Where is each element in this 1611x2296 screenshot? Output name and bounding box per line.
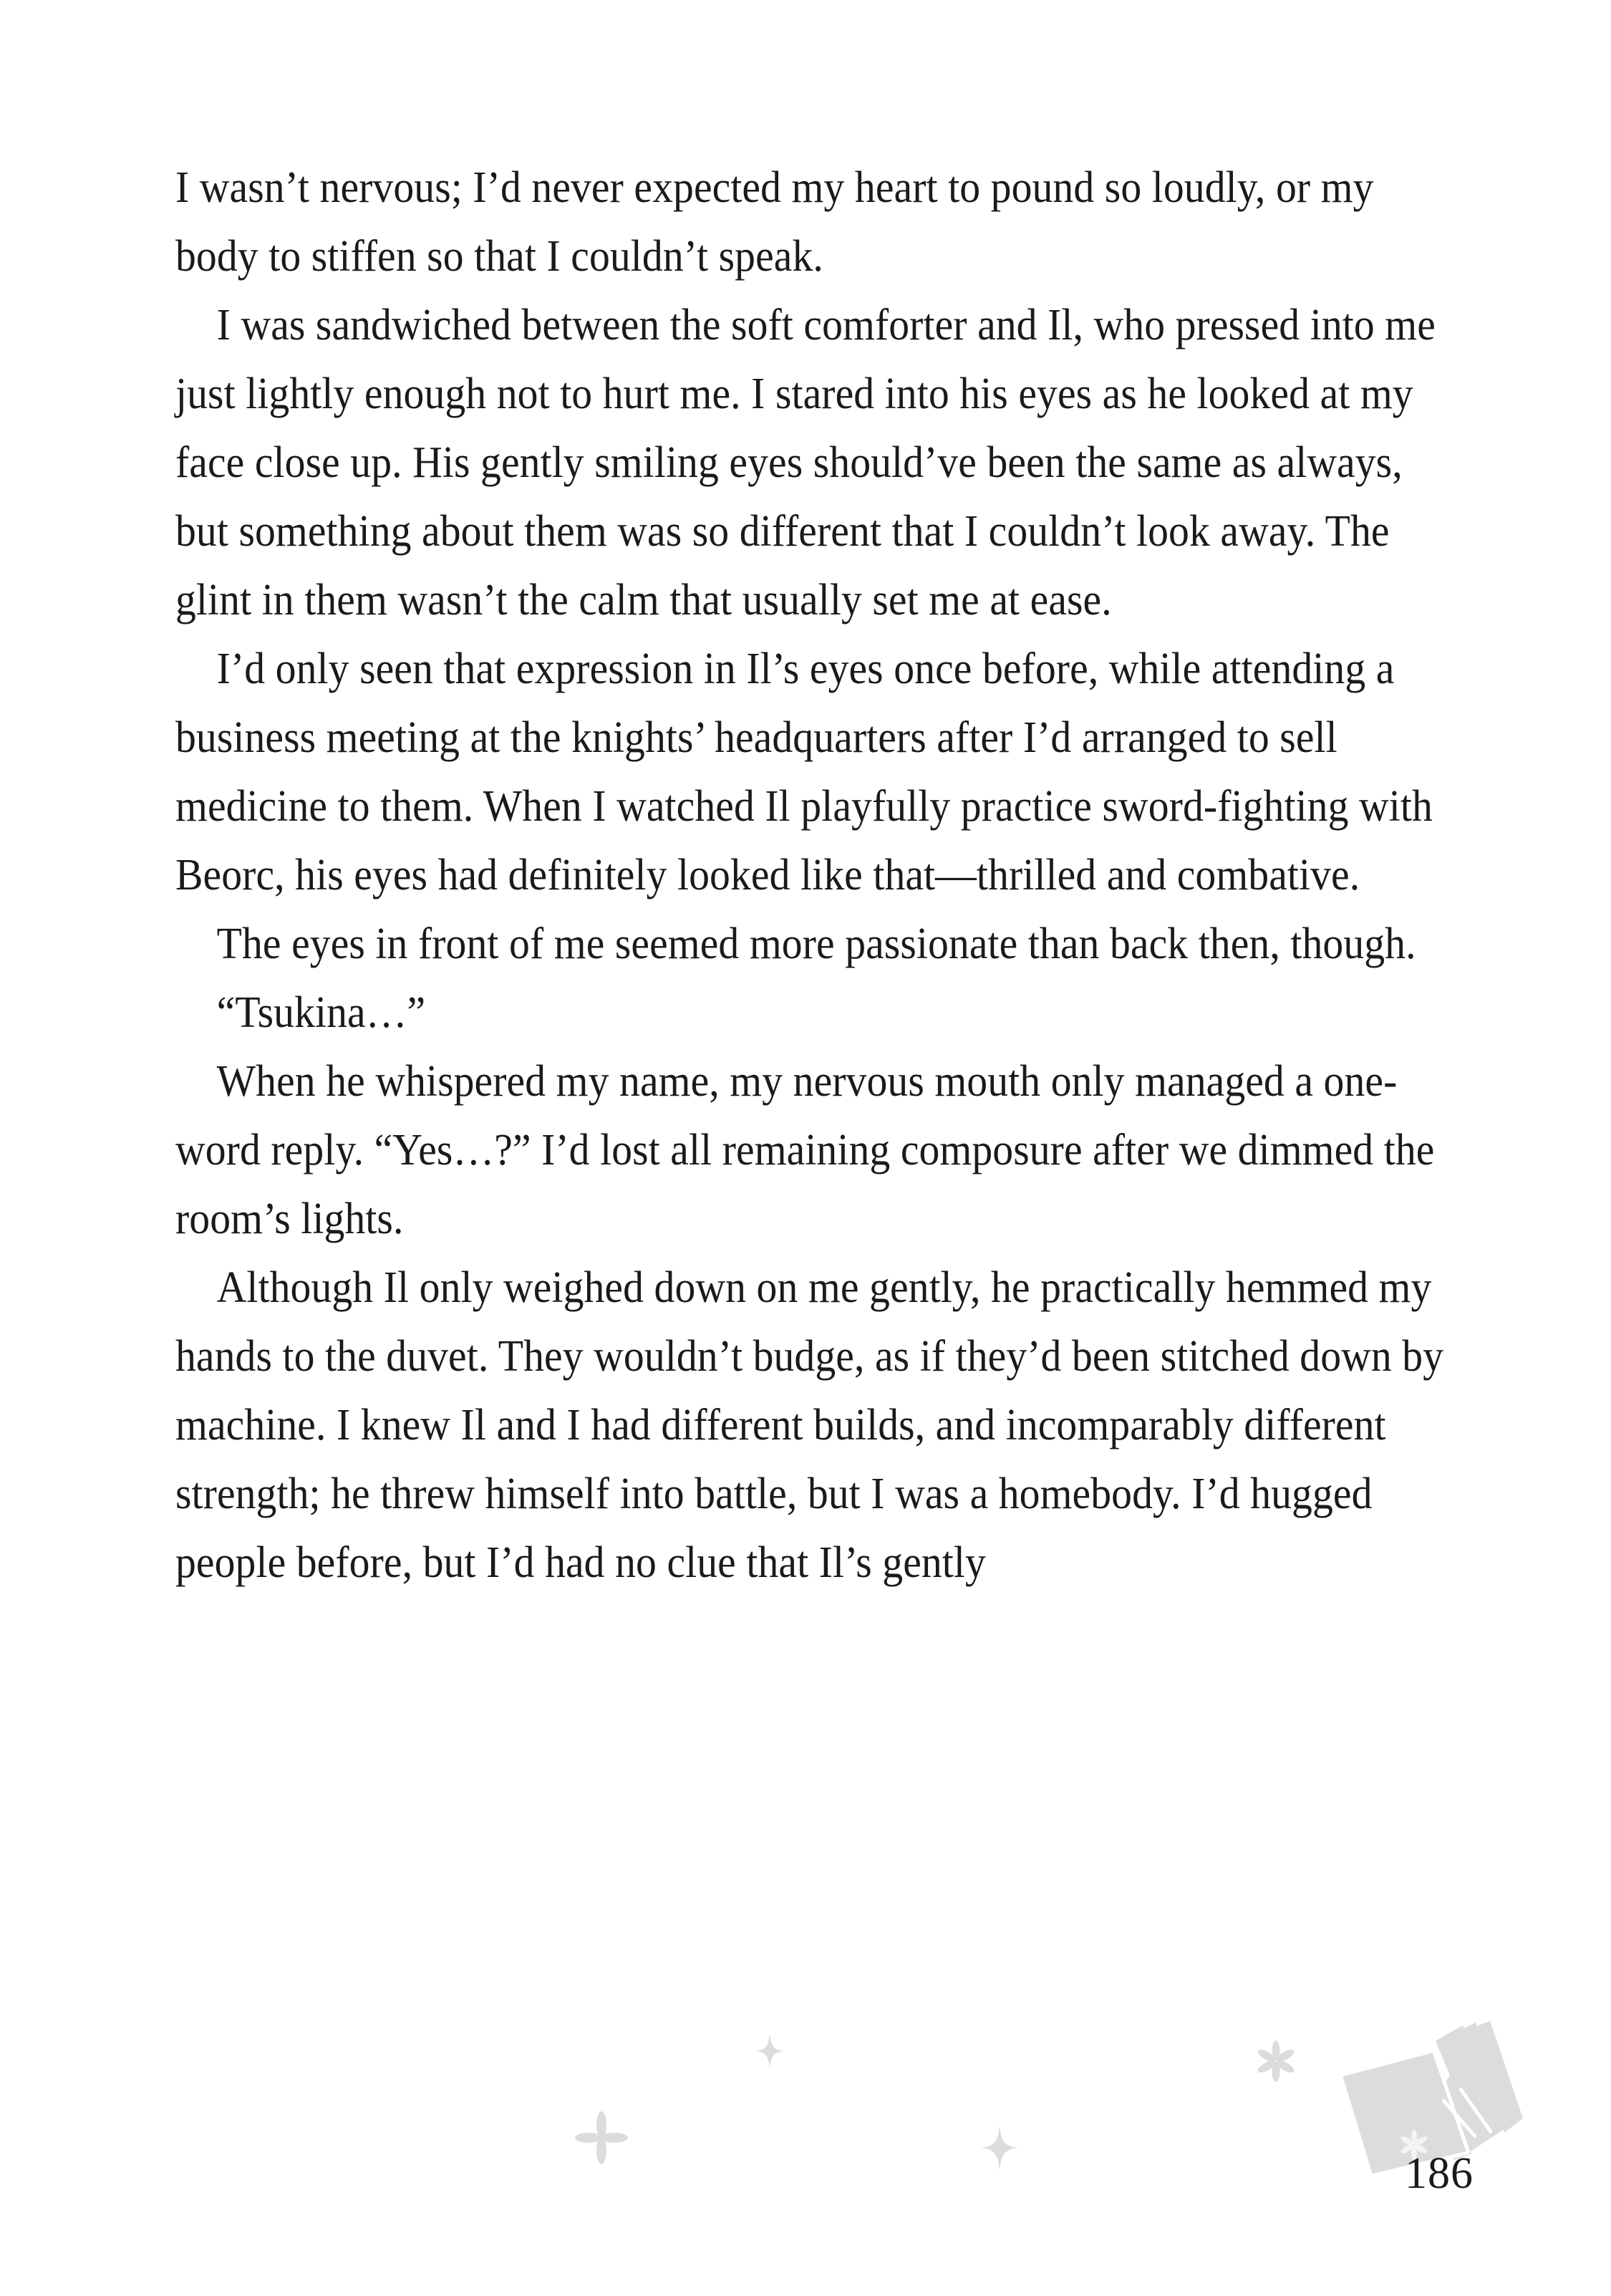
paragraph: I’d only seen that expression in Il’s eyes once before, while attending a business meeting at the knights’ headquarters after I’d arranged to sell medicine to them. When I watched Il playfully practice sword-fighting with Beorc, his eyes had definitely looked like that—thrilled and combative.: [175, 645, 1443, 899]
paragraph: The eyes in front of me seemed more passionate than back then, though.: [216, 920, 1416, 968]
page-number: 186: [1405, 2149, 1474, 2198]
diamond-sparkle-icon: [755, 2034, 784, 2068]
flower-sparkle-icon: [573, 2109, 630, 2169]
paragraph: When he whispered my name, my nervous mouth only managed a one-word reply. “Yes…?” I’d lost all remaining composure after we dimmed the room’s lights.: [175, 1057, 1445, 1243]
diamond-sparkle-icon: [981, 2126, 1018, 2170]
paragraph: I wasn’t nervous; I’d never expected my heart to pound so loudly, or my body to stiffen so that I couldn’t speak.: [175, 163, 1385, 281]
page-text-block: [175, 153, 1457, 1597]
paragraph: Although Il only weighed down on me gently, he practically hemmed my hands to the duvet. They wouldn’t budge, as if they’d been stitched down by machine. I knew Il and I had different builds, and incomparably different strength; he threw himself into battle, but I was a homebody. I’d hugged people before, but I’d had no clue that Il’s gently: [175, 1263, 1454, 1587]
asterisk-flower-icon: [1254, 2040, 1297, 2085]
paragraph: “Tsukina…”: [216, 988, 426, 1037]
paragraph: I was sandwiched between the soft comforter and Il, who pressed into me just lightly enough not to hurt me. I stared into his eyes as he looked at my face close up. His gently smiling eyes should’ve been the same as always, but something about them was so different that I couldn’t look away. The glint in them wasn’t the calm that usually set me at ease.: [175, 301, 1446, 624]
